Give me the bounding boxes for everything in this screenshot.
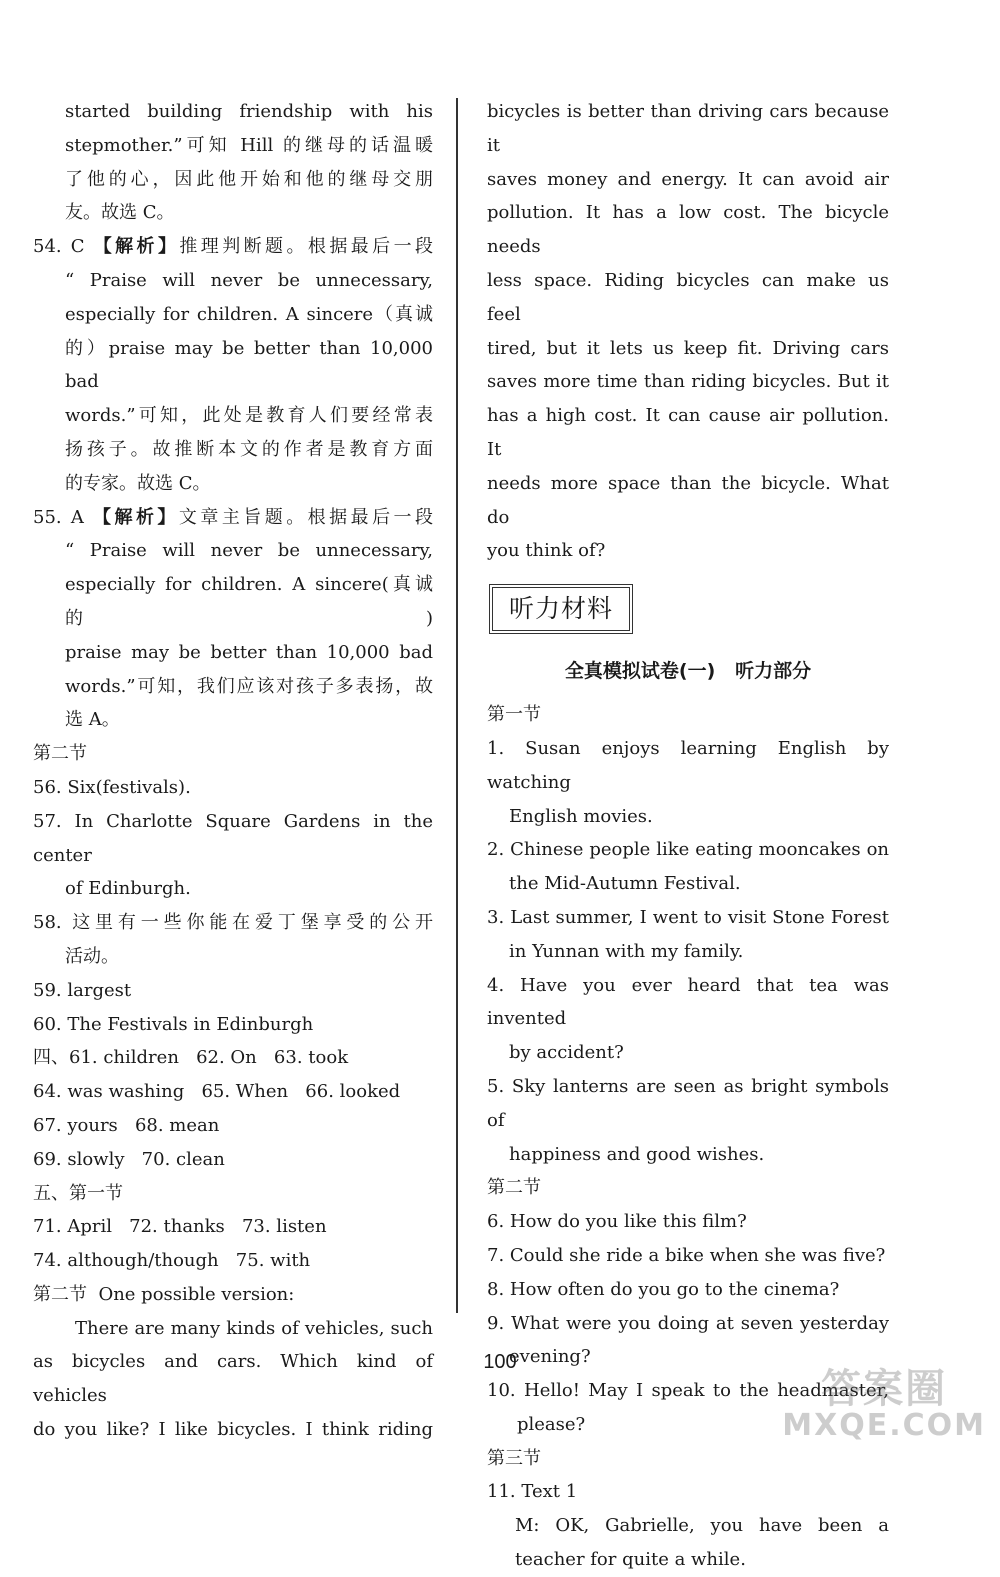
dialogue	[487, 1509, 889, 1577]
list-item-cont: please?	[517, 1413, 586, 1435]
answer-56: 56. Six(festivals).	[33, 776, 191, 798]
text-line: 友。故选 C。	[65, 202, 175, 224]
list-item-cont: evening?	[509, 1346, 591, 1368]
text-line: saves more time than riding bicycles. But it	[487, 371, 889, 393]
answer-59: 59. largest	[33, 979, 132, 1001]
text-line: you think of?	[487, 540, 606, 562]
watermark-logo	[782, 1367, 986, 1441]
page-number: 100	[483, 1351, 517, 1373]
answer-row: 69. slowly 70. clean	[33, 1148, 225, 1170]
analysis-tag: 【解析】	[93, 506, 179, 528]
text-line: tired, but it lets us keep fit. Driving cars	[487, 337, 889, 359]
text-line: “ Praise will never be unnecessary,	[65, 540, 433, 562]
left-column	[33, 95, 433, 1447]
analysis-tag: 【解析】	[93, 236, 180, 258]
text-line: pollution. It has a low cost. The bicycle needs	[487, 202, 889, 258]
list-item: 4. Have you ever heard that tea was invented	[487, 974, 889, 1030]
part-heading: 第二节	[487, 1177, 541, 1199]
answer-58: 58. 这里有一些你能在爱丁堡享受的公开	[33, 912, 433, 934]
text-heading: 11. Text 1	[487, 1481, 578, 1503]
text-line: 选 A。	[65, 709, 120, 731]
text-line: words.”可知，我们应该对孩子多表扬，故	[65, 675, 433, 697]
text-line: has a high cost. It can cause air pollution. It	[487, 405, 889, 460]
watermark-top: 答案圈	[821, 1366, 948, 1412]
column-divider	[456, 98, 458, 1313]
list-item: 8. How often do you go to the cinema?	[487, 1278, 840, 1300]
list-item-cont: happiness and good wishes.	[509, 1143, 765, 1165]
text-line: 的）praise may be better than 10,000 bad	[65, 337, 433, 393]
text-line: words.”可知，此处是教育人们要经常表	[65, 405, 433, 427]
answer-53-continuation	[33, 95, 433, 230]
text-line: especially for children. A sincere(真诚的)	[65, 574, 433, 629]
answer-number: 55. A	[33, 506, 94, 528]
listening-part-1	[487, 732, 889, 1171]
text-line: 的专家。故选 C。	[65, 472, 211, 494]
essay-start	[33, 1312, 433, 1447]
answer-54	[33, 230, 433, 500]
text-line: stepmother.”可知 Hill 的继母的话温暖	[65, 134, 433, 156]
text-line: “ Praise will never be unnecessary,	[65, 269, 433, 291]
answer-number: 54. C	[33, 236, 94, 258]
text-line: 推理判断题。根据最后一段	[179, 236, 434, 258]
text-line: do you like? I like bicycles. I think riding	[33, 1419, 433, 1441]
list-item: 10. Hello! May I speak to the headmaster,	[487, 1380, 889, 1402]
text-line: There are many kinds of vehicles, such	[75, 1317, 433, 1339]
essay-continuation	[487, 95, 889, 568]
text-line: saves money and energy. It can avoid air	[487, 168, 889, 190]
list-item-cont: the Mid-Autumn Festival.	[509, 873, 741, 895]
answer-row: 67. yours 68. mean	[33, 1114, 220, 1136]
part-heading: 第三节	[487, 1447, 541, 1469]
part-heading: 第一节	[487, 704, 541, 726]
text-line: started building friendship with his	[65, 101, 433, 122]
answer-row: 64. was washing 65. When 66. looked	[33, 1081, 401, 1103]
watermark-bottom: MXQE.COM	[782, 1408, 986, 1443]
answer-row: 71. April 72. thanks 73. listen	[33, 1216, 327, 1238]
listening-material-box	[487, 568, 889, 648]
text-line: needs more space than the bicycle. What do	[487, 472, 889, 528]
text-line: especially for children. A sincere（真诚	[65, 303, 433, 325]
list-item: 6. How do you like this film?	[487, 1211, 747, 1233]
section-heading: 第二节 One possible version:	[33, 1283, 295, 1305]
list-item: 3. Last summer, I went to visit Stone Forest	[487, 906, 889, 928]
answer-55	[33, 501, 433, 738]
answer-58-cont: 活动。	[65, 945, 119, 967]
box-title: 听力材料	[492, 587, 630, 631]
list-item: 7. Could she ride a bike when she was five?	[487, 1244, 886, 1266]
dialogue-line: teacher for quite a while.	[515, 1549, 746, 1571]
text-line: praise may be better than 10,000 bad	[65, 641, 433, 663]
text-line: 扬孩子。故推断本文的作者是教育方面	[65, 438, 433, 460]
list-item: 5. Sky lanterns are seen as bright symbols of	[487, 1075, 889, 1131]
section-heading: 第二节	[33, 743, 87, 765]
list-item-cont: in Yunnan with my family.	[509, 940, 744, 962]
answer-57-cont: of Edinburgh.	[65, 878, 191, 900]
list-item-cont: English movies.	[509, 805, 653, 827]
answer-row: 74. although/though 75. with	[33, 1250, 311, 1272]
text-line: as bicycles and cars. Which kind of vehicles	[33, 1351, 433, 1407]
text-line: 了他的心，因此他开始和他的继母交朋	[65, 168, 433, 190]
list-item: 1. Susan enjoys learning English by watching	[487, 737, 889, 793]
answer-row: 四、61. children 62. On 63. took	[33, 1047, 349, 1069]
list-item-cont: by accident?	[509, 1042, 624, 1064]
text-line: bicycles is better than driving cars because it	[487, 101, 889, 156]
text-line: 文章主旨题。根据最后一段	[178, 506, 434, 528]
list-item: 2. Chinese people like eating mooncakes on	[487, 839, 889, 861]
text-line: less space. Riding bicycles can make us feel	[487, 269, 889, 325]
section-heading: 五、第一节	[33, 1182, 123, 1204]
list-item: 9. What were you doing at seven yesterday	[487, 1312, 889, 1334]
dialogue-line: M: OK, Gabrielle, you have been a	[515, 1515, 889, 1537]
answer-57: 57. In Charlotte Square Gardens in the center	[33, 810, 433, 866]
answer-60: 60. The Festivals in Edinburgh	[33, 1013, 314, 1035]
section-title: 全真模拟试卷(一) 听力部分	[564, 660, 812, 683]
